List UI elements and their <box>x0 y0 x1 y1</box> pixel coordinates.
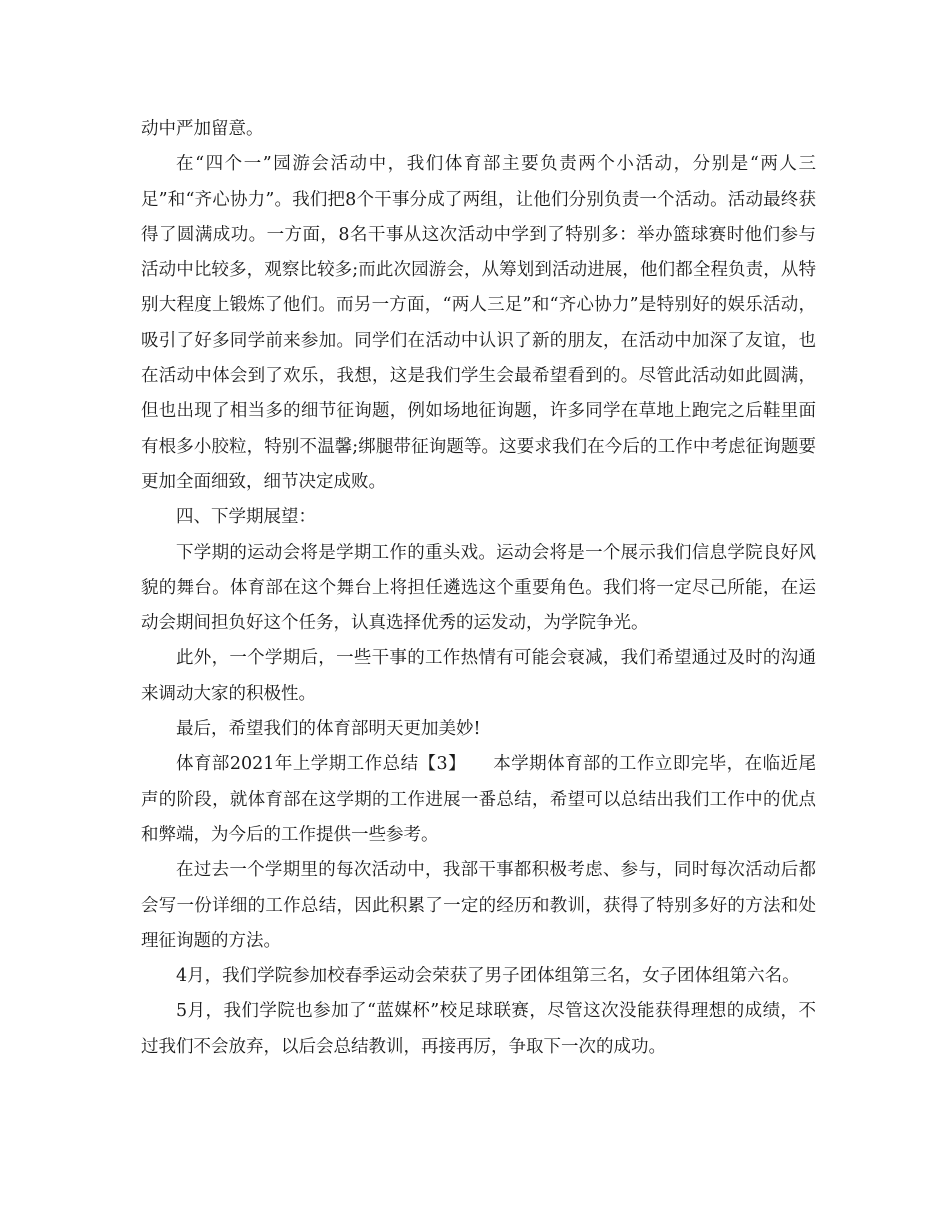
paragraph: 在过去一个学期里的每次活动中，我部干事都积极考虑、参与，同时每次活动后都会写一份详细的工作总结，因此积累了一定的经历和教训，获得了特别多好的方法和处理征询题的方法。 <box>141 860 816 951</box>
document-body <box>141 112 816 1065</box>
paragraph: 动中严加留意。 <box>141 119 264 139</box>
paragraph: 下学期的运动会将是学期工作的重头戏。运动会将是一个展示我们信息学院良好风貌的舞台。体育部在这个舞台上将担任遴选这个重要角色。我们将一定尽己所能，在运动会期间担负好这个任务，认真选择优秀的运发动，为学院争光。 <box>141 542 816 634</box>
paragraph: 最后，希望我们的体育部明天更加美妙! <box>176 719 481 740</box>
paragraph: 体育部2021年上学期工作总结【3】 本学期体育部的工作立即完毕，在临近尾声的阶段，就体育部在这学期的工作进展一番总结，希望可以总结出我们工作中的优点和弊端，为今后的工作提供一些参考。 <box>141 754 816 845</box>
paragraph: 4月，我们学院参加校春季运动会荣获了男子团体组第三名，女子团体组第六名。 <box>176 966 800 987</box>
paragraph: 四、下学期展望： <box>176 507 316 528</box>
paragraph: 在“四个一”园游会活动中，我们体育部主要负责两个小活动，分别是“两人三足”和“齐心协力”。我们把8个干事分成了两组，让他们分别负责一个活动。活动最终获得了圆满成功。一方面，8名干事从这次活动中学到了特别多：举办篮球赛时他们参与活动中比较多，观察比较多;而此次园游会，从筹划到活动进展，他们都全程负责，从特别大程度上锻炼了他们。而另一方面，“两人三足”和“齐心协力”是特别好的娱乐活动，吸引了好多同学前来参加。同学们在活动中认识了新的朋友，在活动中加深了友谊，也在活动中体会到了欢乐，我想，这是我们学生会最希望看到的。尽管此活动如此圆满，但也出现了相当多的细节征询题，例如场地征询题，许多同学在草地上跑完之后鞋里面有根多小胶粒，特别不温馨;绑腿带征询题等。这要求我们在今后的工作中考虑征询题要更加全面细致，细节决定成败。 <box>141 154 816 492</box>
paragraph: 5月，我们学院也参加了“蓝媒杯”校足球联赛，尽管这次没能获得理想的成绩，不过我们不会放弃，以后会总结教训，再接再厉，争取下一次的成功。 <box>141 1001 816 1057</box>
paragraph: 此外，一个学期后，一些干事的工作热情有可能会衰减，我们希望通过及时的沟通来调动大家的积极性。 <box>141 648 816 704</box>
